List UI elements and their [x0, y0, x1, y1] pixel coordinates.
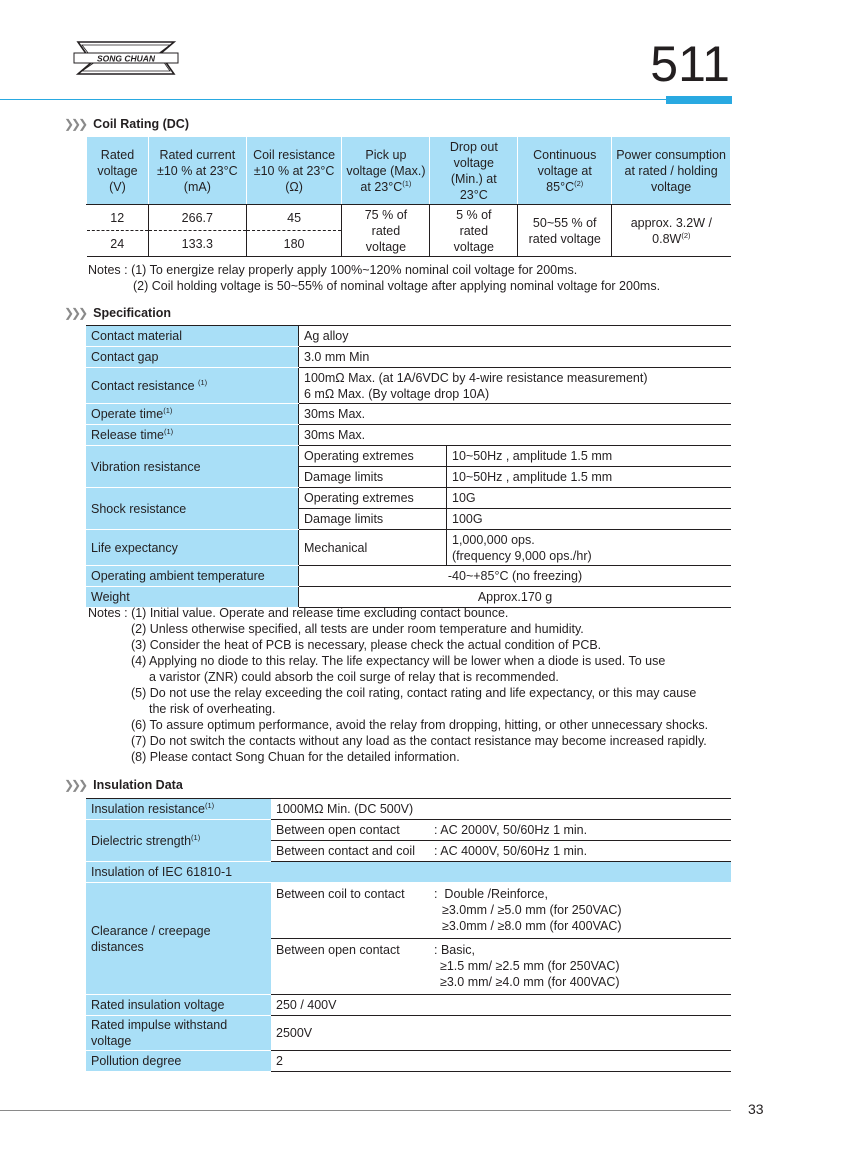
ins-label: Insulation resistance$^{(1)}$ [86, 799, 271, 820]
coil-header: Rated voltage (V) [87, 137, 149, 205]
spec-value: 1,000,000 ops. (frequency 9,000 ops./hr) [447, 530, 732, 566]
chevron-icon: ❯❯❯ [64, 778, 86, 792]
ins-value: Between open contact : Basic, ≥1.5 mm/ ≥2.5 mm (for 250VAC) ≥3.0 mm/ ≥4.0 mm (for 400VAC) [271, 939, 731, 995]
spec-title: Specification [93, 306, 171, 320]
table-row [86, 488, 731, 509]
ins-label: Clearance / creepage distances [86, 883, 271, 995]
coil-notes [88, 262, 660, 294]
footer-rule [0, 1110, 731, 1111]
logo-text: SONG CHUAN [96, 53, 156, 64]
note-line: Notes : (1) Initial value. Operate and release time excluding contact bounce. [88, 606, 509, 620]
cell-pickup: 75 % of rated voltage [342, 205, 430, 257]
coil-header-row [87, 137, 731, 205]
coil-header: Rated current ±10 % at 23°C (mA) [148, 137, 246, 205]
insulation-table [86, 798, 731, 1072]
table-row [86, 995, 731, 1016]
spec-sublabel: Operating extremes [299, 488, 447, 509]
ins-value: 2 [271, 1051, 731, 1072]
cell-resistance: 45 [246, 205, 342, 231]
table-row [86, 425, 731, 446]
spec-value: 10~50Hz , amplitude 1.5 mm [447, 467, 732, 488]
ins-value: Between contact and coil : AC 4000V, 50/60Hz 1 min. [271, 841, 731, 862]
spec-value: Ag alloy [299, 326, 732, 347]
chevron-icon: ❯❯❯ [64, 117, 86, 131]
spec-label: Contact material [86, 326, 299, 347]
ins-subheading: Insulation of IEC 61810-1 [86, 862, 731, 883]
table-row [86, 799, 731, 820]
spec-label: Life expectancy [86, 530, 299, 566]
table-row [86, 862, 731, 883]
spec-value: 100G [447, 509, 732, 530]
note-line: a varistor (ZNR) could absorb the coil surge of relay that is recommended. [149, 670, 559, 684]
table-row [87, 205, 731, 231]
spec-value: Approx.170 g [299, 587, 732, 608]
cell-dropout: 5 % of rated voltage [430, 205, 518, 257]
table-row [86, 446, 731, 467]
spec-sublabel: Damage limits [299, 509, 447, 530]
cell-current: 133.3 [148, 231, 246, 257]
coil-title: Coil Rating (DC) [93, 117, 189, 131]
table-row [86, 326, 731, 347]
coil-header: Pick up voltage (Max.) at $23^\circ C^{(1)}$ [342, 137, 430, 205]
ins-value: Between coil to contact : Double /Reinforce, ≥3.0mm / ≥5.0 mm (for 250VAC) ≥3.0mm / ≥8.0 mm (for 400VAC) [271, 883, 731, 939]
spec-label: Weight [86, 587, 299, 608]
spec-value: 10G [447, 488, 732, 509]
spec-value: 3.0 mm Min [299, 347, 732, 368]
model-number: 511 [650, 36, 730, 92]
insulation-title: Insulation Data [93, 778, 183, 792]
note-line: (6) To assure optimum performance, avoid the relay from dropping, hitting, or other unnecessary shocks. [131, 718, 709, 732]
header-rule [0, 99, 666, 100]
note-line: (2) Unless otherwise specified, all tests are under room temperature and humidity. [131, 622, 584, 636]
spec-label: Shock resistance [86, 488, 299, 530]
table-row [86, 883, 731, 939]
coil-header: Coil resistance ±10 % at 23°C (Ω) [246, 137, 342, 205]
section-title-spec [64, 306, 171, 320]
coil-header: Power consumption at rated / holding voltage [612, 137, 731, 205]
header-accent-bar [666, 96, 732, 104]
note-line: (2) Coil holding voltage is 50~55% of nominal voltage after applying nominal voltage for 200ms. [133, 279, 661, 293]
ins-label: Pollution degree [86, 1051, 271, 1072]
spec-label: Contact resistance $^{(1)}$ [86, 368, 299, 404]
specification-table [86, 325, 731, 608]
note-line: (4) Applying no diode to this relay. The life expectancy will be lower when a diode is used. To use [131, 654, 666, 668]
song-chuan-logo [70, 40, 182, 76]
note-line: Notes : (1) To energize relay properly apply 100%~120% nominal coil voltage for 200ms. [88, 263, 578, 277]
note-line: (5) Do not use the relay exceeding the coil rating, contact rating and life expectancy, or this may cause [131, 686, 697, 700]
section-title-insulation [64, 778, 183, 792]
spec-label: Contact gap [86, 347, 299, 368]
coil-header: Continuous voltage at $85^\circ C^{(2)}$ [518, 137, 612, 205]
table-row [86, 347, 731, 368]
cell-current: 266.7 [148, 205, 246, 231]
page-number: 33 [748, 1101, 764, 1117]
spec-sublabel: Operating extremes [299, 446, 447, 467]
chevron-icon: ❯❯❯ [64, 306, 86, 320]
ins-label: Rated impulse withstand voltage [86, 1016, 271, 1051]
coil-rating-table [86, 137, 731, 257]
spec-sublabel: Damage limits [299, 467, 447, 488]
ins-value: Between open contact : AC 2000V, 50/60Hz 1 min. [271, 820, 731, 841]
spec-label: Operating ambient temperature [86, 566, 299, 587]
spec-label: Release time$^{(1)}$ [86, 425, 299, 446]
spec-value: 30ms Max. [299, 404, 732, 425]
table-row [86, 820, 731, 841]
note-line: (7) Do not switch the contacts without any load as the contact resistance may become increased rapidly. [131, 734, 707, 748]
spec-value: -40~+85°C (no freezing) [299, 566, 732, 587]
table-row [86, 368, 731, 404]
ins-value: 250 / 400V [271, 995, 731, 1016]
cell-power: approx. $3.2W / 0.8W^{(2)}$ [612, 205, 731, 257]
spec-notes [88, 605, 708, 765]
note-line: the risk of overheating. [149, 702, 276, 716]
ins-value: 1000MΩ Min. (DC 500V) [271, 799, 731, 820]
section-title-coil [64, 117, 189, 131]
ins-value: 2500V [271, 1016, 731, 1051]
spec-label: Operate time$^{(1)}$ [86, 404, 299, 425]
cell-continuous: 50~55 % of rated voltage [518, 205, 612, 257]
table-row [86, 1016, 731, 1051]
cell-resistance: 180 [246, 231, 342, 257]
spec-sublabel: Mechanical [299, 530, 447, 566]
table-row [86, 566, 731, 587]
table-row [86, 1051, 731, 1072]
spec-value: 100mΩ Max. (at 1A/6VDC by 4-wire resistance measurement) 6 mΩ Max. (By voltage drop 10A) [299, 368, 732, 404]
spec-value: 10~50Hz , amplitude 1.5 mm [447, 446, 732, 467]
cell-voltage: 24 [87, 231, 149, 257]
note-line: (3) Consider the heat of PCB is necessary, please check the actual condition of PCB. [131, 638, 602, 652]
coil-header: Drop out voltage (Min.) at 23°C [430, 137, 518, 205]
spec-label: Vibration resistance [86, 446, 299, 488]
table-row [86, 530, 731, 566]
ins-label: Dielectric strength$^{(1)}$ [86, 820, 271, 862]
spec-value: 30ms Max. [299, 425, 732, 446]
ins-label: Rated insulation voltage [86, 995, 271, 1016]
table-row [86, 404, 731, 425]
note-line: (8) Please contact Song Chuan for the detailed information. [131, 750, 460, 764]
cell-voltage: 12 [87, 205, 149, 231]
